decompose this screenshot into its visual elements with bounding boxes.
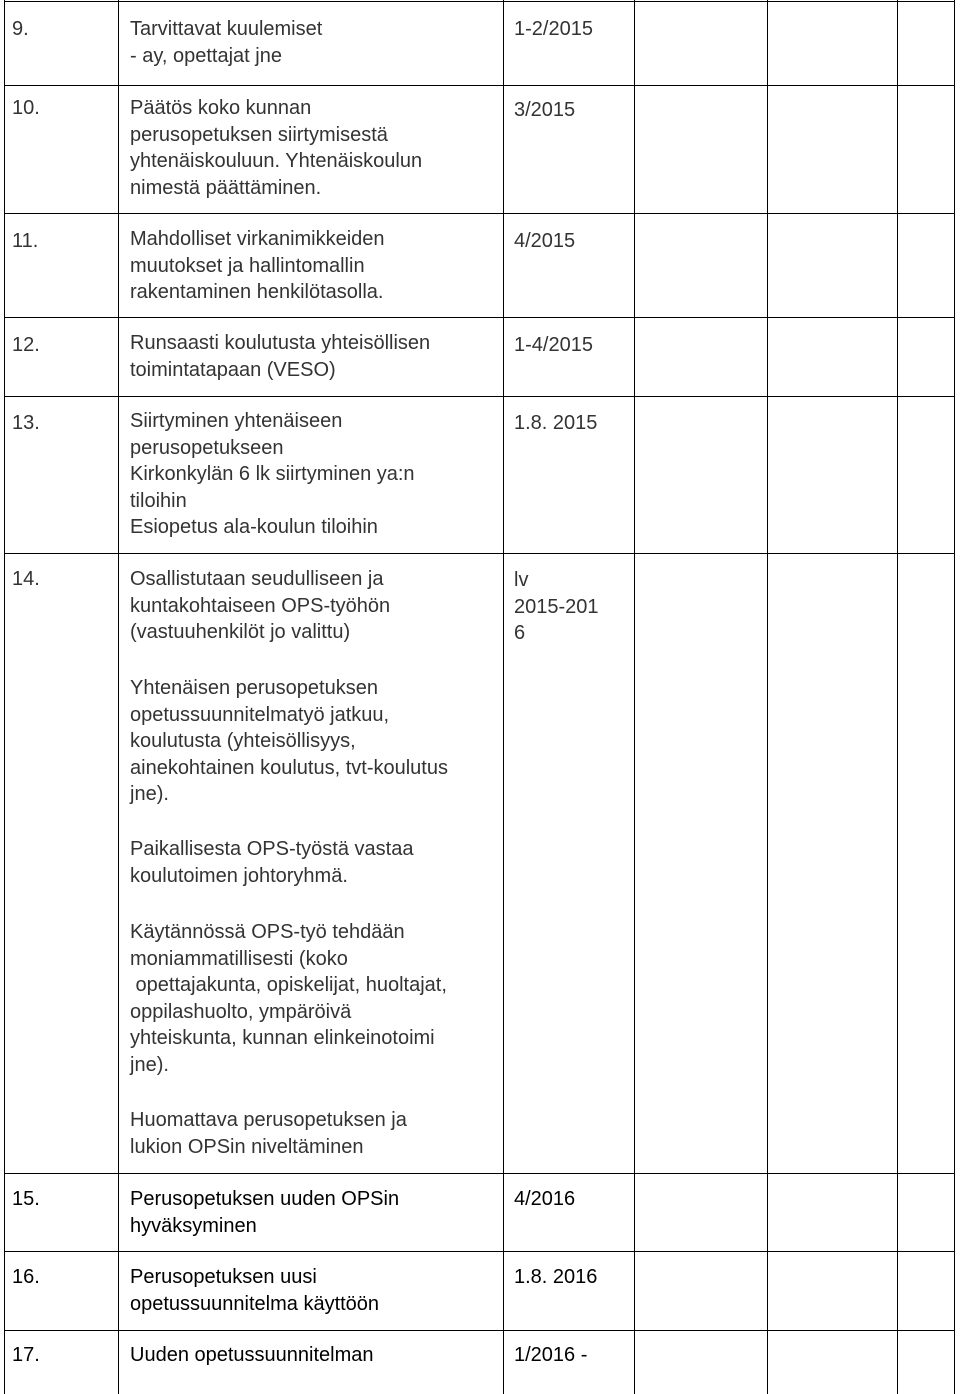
column-divider <box>118 0 119 1394</box>
schedule-date-line: 6 <box>514 622 526 644</box>
task-description-line: Käytännössä OPS-työ tehdään <box>130 921 405 943</box>
schedule-date-line: 1/2016 - <box>514 1344 588 1366</box>
row-number: 14. <box>12 568 40 590</box>
task-description-line: Päätös koko kunnan <box>130 97 312 119</box>
row-number: 15. <box>12 1188 40 1210</box>
task-description-line: Kirkonkylän 6 lk siirtyminen ya:n <box>130 463 415 485</box>
task-description-line: lukion OPSin niveltäminen <box>130 1135 364 1158</box>
row-divider <box>4 213 955 214</box>
task-description-line: opetussuunnitelma käyttöön <box>130 1292 380 1315</box>
row-number: 10. <box>12 97 40 119</box>
schedule-date-line: lv <box>514 569 529 591</box>
column-divider <box>954 0 955 1394</box>
task-description-line: yhteiskunta, kunnan elinkeinotoimi <box>130 1027 435 1049</box>
task-description-line: jne). <box>130 1053 169 1076</box>
column-divider <box>634 0 635 1394</box>
task-description-line: Perusopetuksen uuden OPSin <box>130 1188 400 1210</box>
schedule-date-line: 2015-201 <box>514 595 599 618</box>
row-number: 12. <box>12 334 40 356</box>
task-description-line: Esiopetus ala-koulun tiloihin <box>130 516 378 538</box>
task-description-line: Runsaasti koulutusta yhteisöllisen <box>130 332 431 354</box>
task-description-line: yhtenäiskouluun. Yhtenäiskoulun <box>130 150 423 172</box>
row-divider <box>4 396 955 397</box>
schedule-date-line: 4/2016 <box>514 1188 576 1210</box>
task-description-line: opettajakunta, opiskelijat, huoltajat, <box>130 974 447 996</box>
row-divider <box>4 317 955 318</box>
task-description-line: kuntakohtaiseen OPS-työhön <box>130 594 391 617</box>
task-description-line: (vastuuhenkilöt jo valittu) <box>130 621 351 643</box>
task-description-line: Paikallisesta OPS-työstä vastaa <box>130 838 414 860</box>
task-description-line: Yhtenäisen perusopetuksen <box>130 677 378 699</box>
task-description-line: Mahdolliset virkanimikkeiden <box>130 228 385 250</box>
row-number: 9. <box>12 18 29 40</box>
task-description-line: Perusopetuksen uusi <box>130 1266 317 1288</box>
task-description-line: Huomattava perusopetuksen ja <box>130 1109 407 1131</box>
schedule-date-line: 4/2015 <box>514 230 576 252</box>
row-divider <box>4 1 955 2</box>
task-description-line: perusopetukseen <box>130 436 284 459</box>
task-description-line: oppilashuolto, ympäröivä <box>130 1000 352 1023</box>
task-description-line: Osallistutaan seudulliseen ja <box>130 568 384 590</box>
row-divider <box>4 1251 955 1252</box>
row-divider <box>4 85 955 86</box>
column-divider <box>503 0 504 1394</box>
schedule-date-line: 1-2/2015 <box>514 18 593 40</box>
task-description-line: jne). <box>130 783 169 805</box>
row-divider <box>4 1330 955 1331</box>
task-description-line: toimintatapaan (VESO) <box>130 358 336 381</box>
schedule-date-line: 1.8. 2016 <box>514 1266 598 1288</box>
row-divider <box>4 1173 955 1174</box>
task-description-line: rakentaminen henkilötasolla. <box>130 281 384 303</box>
task-description-line: Uuden opetussuunnitelman <box>130 1344 374 1366</box>
row-number: 11. <box>12 230 39 252</box>
column-divider <box>4 0 5 1394</box>
task-description-line: moniammatillisesti (koko <box>130 947 348 970</box>
column-divider <box>897 0 898 1394</box>
task-description-line: Tarvittavat kuulemiset <box>130 18 323 40</box>
row-number: 16. <box>12 1266 40 1288</box>
row-number: 13. <box>12 412 40 434</box>
task-description-line: muutokset ja hallintomallin <box>130 254 365 277</box>
task-description-line: ainekohtainen koulutus, tvt-koulutus <box>130 756 448 779</box>
task-description-line: tiloihin <box>130 489 187 512</box>
task-description-line: perusopetuksen siirtymisestä <box>130 123 388 146</box>
schedule-date-line: 1-4/2015 <box>514 334 593 356</box>
task-description-line: - ay, opettajat jne <box>130 44 282 67</box>
task-description-line: koulutusta (yhteisöllisyys, <box>130 730 356 752</box>
task-description-line: nimestä päättäminen. <box>130 176 322 199</box>
column-divider <box>767 0 768 1394</box>
task-description-line: koulutoimen johtoryhmä. <box>130 864 348 887</box>
task-description-line: Siirtyminen yhtenäiseen <box>130 410 343 432</box>
schedule-date-line: 3/2015 <box>514 99 576 121</box>
task-description-line: hyväksyminen <box>130 1214 257 1237</box>
row-number: 17. <box>12 1344 40 1366</box>
schedule-date-line: 1.8. 2015 <box>514 412 598 434</box>
task-description-line: opetussuunnitelmatyö jatkuu, <box>130 703 390 726</box>
row-divider <box>4 553 955 554</box>
